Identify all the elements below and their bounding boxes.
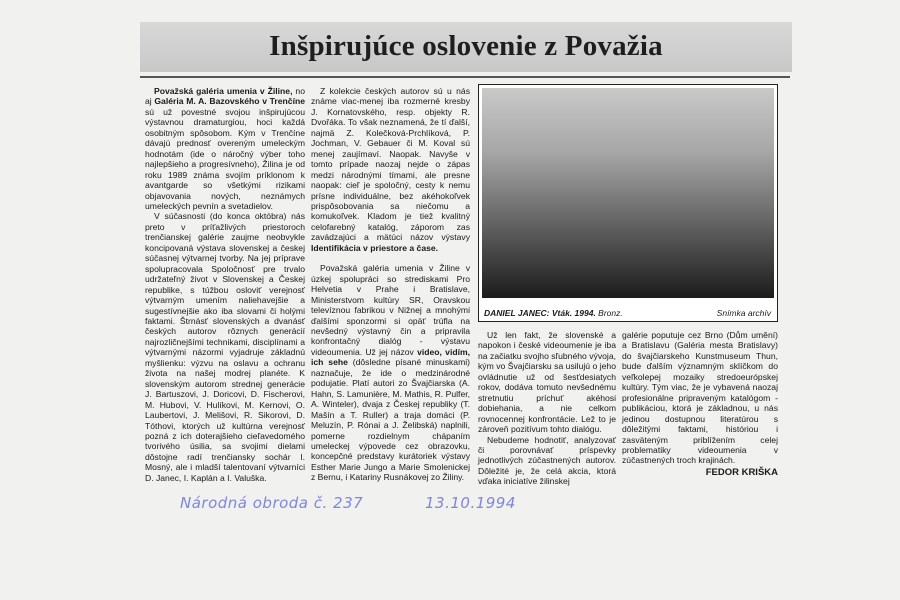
column-1 bbox=[145, 86, 305, 483]
photo-caption bbox=[484, 308, 771, 318]
photo-frame bbox=[478, 84, 778, 322]
column-4 bbox=[622, 330, 778, 488]
text: Z kolekcie českých autorov sú u nás známe viac-menej iba rozmerné kresby J. Kornatovského, resp. objekty R. Dvořáka. To však neznamená, že tí ďalší, najmä Z. Kolečková-Prchlíková, P. Jochman, V. Gebauer či M. Koval sú menej zaujímaví. Naopak. Navyše v tomto prípade naozaj nejde o zápas medzi národnými tímami, ale presne naopak: cieľ je spoločný, cesty k nemu prísne individuálne, bez akéhokoľvek prispôsobovania sa niečomu a komukoľvek. Kladom je tiež kvalitný celofarebný katalóg, záporom zas zavádzajúci a mätúci názov výstavy bbox=[311, 86, 470, 243]
paragraph bbox=[311, 263, 470, 483]
paragraph bbox=[311, 86, 470, 253]
caption-rest: Bronz. bbox=[595, 308, 623, 318]
author-signature: FEDOR KRIŠKA bbox=[705, 466, 778, 478]
paragraph: Už len fakt, že slovenské a napokon i české videoumenie je iba na začiatku svojho sľubného vývoja, kým vo Švajčiarsku sa usilujú o jeho ovládnutie už od šesťdesiatych rokov, dodáva tomuto nevšednému stretnutiu príchuť akéhosi dobiehania, a nie celkom rovnocennej konfrontácie. Lež to je zároveň pozitívum tohto dialógu. bbox=[478, 330, 616, 435]
handwritten-source: Národná obroda č. 237 bbox=[180, 494, 364, 512]
bold-text: Identifikácia v priestore a čase. bbox=[311, 242, 439, 253]
caption-bold: DANIEL JANEC: Vták. 1994. bbox=[484, 308, 596, 318]
handwritten-date: 13.10.1994 bbox=[425, 494, 516, 512]
text: (dôsledne písané minuskami) naznačuje, že ide o medzinárodné podujatie. Platí autori zo Švajčiarska (A. Hahn, S. Lamunière, M. Mathis, R. Pulfer, A. Winteler), dvaja z Českej republiky (T. Mašín a T. Ruller) a traja domáci (P. Meluzín, P. Rónai a J. Želibská) naplnili, pomerne rozdielnym chápaním umeleckej výpovede cez obrazovku, koncepčné predstavy kurátoriek výstavy Esther Marie Jungo a Marie Smolenickej z Bernu, i Katariny Rusnákovej zo Žiliny. bbox=[311, 357, 470, 483]
paragraph: V súčasnosti (do konca októbra) nás preto v príťažlivých priestoroch trenčianskej galérie zaujme neobvykle koncipovaná výstava slovenskej a českej súčasnej výtvarnej tvorby. Na jej príprave spolupracovala Spoločnosť pre trvalo udržateľný život v Slovenskej a Českej republike, s túžbou osloviť verejnosť výtvarným umením naliehavejšie a sugestívnejšie ako iba slovami či holými faktami. Štrnásť slovenských a dvanásť českých autorov rôznych generácií najrozličnejšími technikami, disciplínami a výtvarnými názormi vyjadruje základnú myšlienku: výzvu na oslavu a ochranu života na našej modrej planéte. K slovenským autorom strednej generácie J. Bartuszovi, J. Doricovi, D. Fischerovi, M. Hubovi, V. Hulíkovi, M. Kernovi, O. Laubertovi, J. Melišovi, R. Sikorovi, D. Tóthovi, ktorých už kultúrna verejnosť pozná z ich doterajšieho cieľavedomého tvorivého úsilia, sa svojimi dielami dôstojne radí trenčiansky sochár I. Mosný, ale i mladší talentovaní výtvarníci D. Janec, I. Kaplán a I. Valuška. bbox=[145, 211, 305, 483]
bold-text: Považská galéria umenia v Žiline, bbox=[154, 86, 293, 96]
photo-credit: Snímka archív bbox=[716, 308, 771, 318]
text: sú už povestné svojou inšpirujúcou výstavnou dramaturgiou, hoci každá osobitným spôsobom. Kým v Trenčíne dávajú prednosť overeným umeleckým hodnotám (ide o náročný výber toho najlepšieho a progresívneho), Žilina je od roku 1989 známa svojím príklonom k avantgarde so všetkými rizikami objavovania nových, neznámych umeleckých pevnín a svetadielov. bbox=[145, 106, 305, 211]
sculpture-photo bbox=[482, 88, 774, 298]
bold-text: Galéria M. A. Bazovského v Trenčíne bbox=[154, 96, 305, 107]
bold-text: video, vidím, ich sehe bbox=[311, 346, 470, 368]
article-title: Inšpirujúce oslovenie z Považia bbox=[269, 30, 663, 62]
text: no aj bbox=[145, 86, 305, 107]
column-2 bbox=[311, 86, 470, 483]
column-3 bbox=[478, 330, 616, 487]
text: Považská galéria umenia v Žiline v úzkej spolupráci so strediskami Pro Helvetia v Prahe i Bratislave, Ministerstvom kultúry SR, Oravskou televíznou fabrikou v Nižnej a mnohými ďalšími sponzormi si opäť trúfla na nevšedný výstavný čin a pripravila konfrontačný dialóg - výstavu videoumenia. Už jej názov bbox=[311, 263, 470, 357]
paragraph: galérie poputuje cez Brno (Dům umění) a Bratislavu (Galéria mesta Bratislavy) do švajčiarskeho Kunstmuseum Thun, bude ďalším významným sklíčkom do veľkolepej mozaiky stredoeurópskej kultúry. Tým viac, že je vybavená naozaj profesionálne pripraveným katalógom - publikáciou, ktorá je základnou, u nás jedinou dostupnou literatúrou s dôležitými faktami, históriou i zasväteným priblížením celej problematiky videoumenia v zúčastnených troch krajinách. bbox=[622, 330, 778, 466]
paragraph bbox=[145, 86, 305, 211]
paragraph: Nebudeme hodnotiť, analyzovať či porovnávať príspevky jednotlivých zúčastnených autorov. Dôležité je, že celá akcia, ktorá vďaka iniciatíve žilinskej bbox=[478, 434, 616, 487]
caption-text bbox=[484, 308, 623, 318]
title-rule bbox=[140, 76, 790, 78]
